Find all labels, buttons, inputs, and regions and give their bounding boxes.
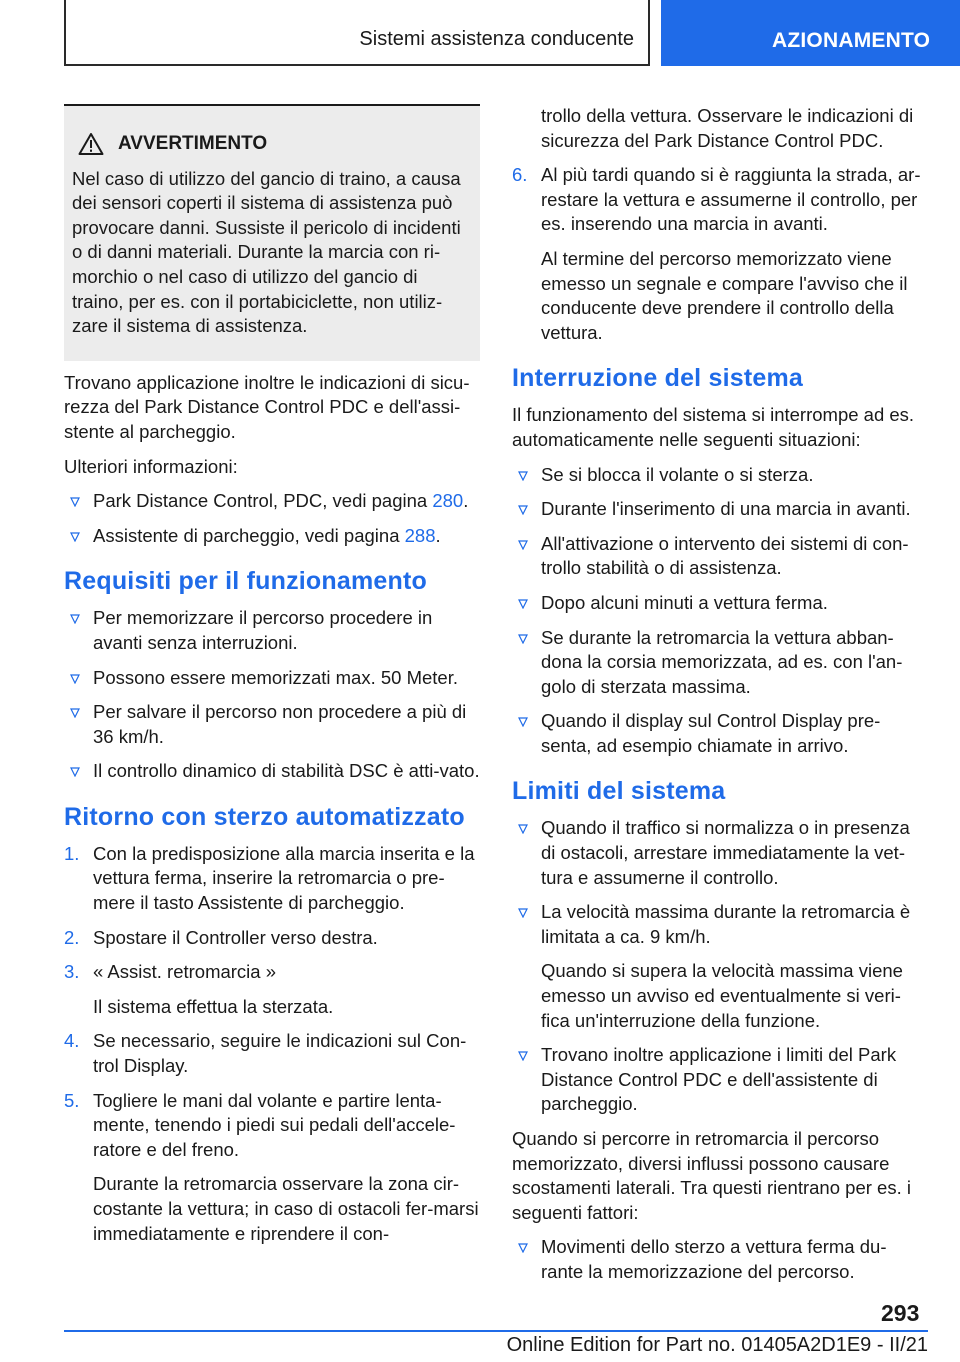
paragraph-safety: Trovano applicazione inoltre le indicazioni di sicu-rezza del Park Distance Control PDC e dell'assi-stente al parcheggio.: [64, 371, 470, 442]
paragraph-deviations: Quando si percorre in retromarcia il percorso memorizzato, diversi influssi possono causare scostamenti laterali. Tra questi rientrano per es. i seguenti fattori:: [512, 1128, 911, 1223]
bullet-triangle-icon: [518, 505, 528, 515]
requirements-list: [64, 606, 480, 784]
step-item: 4. Se necessario, seguire le indicazioni sul Con-trol Display.: [64, 1030, 467, 1077]
footer-edition: Online Edition for Part no. 01405A2D1E9 - II/21: [506, 1334, 928, 1356]
heading-system-interruption: Interruzione del sistema: [512, 364, 803, 393]
paragraph-interruption: Il funzionamento del sistema si interrompe ad es. automaticamente nelle seguenti situazioni:: [512, 404, 915, 450]
step-item: 2. Spostare il Controller verso destra.: [64, 926, 378, 948]
bullet-triangle-icon: [518, 599, 528, 609]
list-item: All'attivazione o intervento dei sistemi di con-trollo stabilità o di assistenza.: [512, 532, 928, 581]
page-link-288[interactable]: 288: [404, 524, 436, 546]
right-column: [512, 104, 928, 1295]
bullet-triangle-icon: [518, 634, 528, 644]
step-item: 6. Al più tardi quando si è raggiunta la strada, ar-restare la vettura e assumerne il controllo, per es. inserendo una marcia in avanti. Al termine del percorso memorizzato viene emesso un segnale e compare l'avviso che il conducente deve prendere il controllo della vettura.: [512, 164, 921, 343]
step-item: 1. Con la predisposizione alla marcia inserita e la vettura ferma, inserire la retromarcia o pre-mere il tasto Assistente di parcheggio.: [64, 842, 475, 914]
warning-title: AVVERTIMENTO: [118, 133, 268, 154]
step-item: 3. « Assist. retromarcia » Il sistema effettua la sterzata.: [64, 961, 334, 1017]
list-item: Se si blocca il volante o si sterza.: [512, 463, 928, 488]
bullet-triangle-icon: [70, 614, 80, 624]
list-item: Durante l'inserimento di una marcia in avanti.: [512, 497, 928, 522]
header-chapter-tab[interactable]: AZIONAMENTO: [661, 0, 960, 66]
bullet-triangle-icon: [518, 540, 528, 550]
list-item: Movimenti dello sterzo a vettura ferma du-rante la memorizzazione del percorso.: [512, 1235, 928, 1284]
list-item: Park Distance Control, PDC, vedi pagina 280.: [64, 489, 480, 514]
reference-list: [64, 489, 480, 548]
bullet-triangle-icon: [518, 1243, 528, 1253]
step-continuation: trollo della vettura. Osservare le indicazioni di sicurezza del Park Distance Control PDC.: [541, 105, 914, 151]
list-item: Per memorizzare il percorso procedere in avanti senza interruzioni.: [64, 606, 480, 655]
bullet-triangle-icon: [518, 908, 528, 918]
steps-list: [64, 842, 480, 1246]
bullet-triangle-icon: [70, 708, 80, 718]
list-item: Il controllo dinamico di stabilità DSC è atti-vato.: [64, 759, 480, 784]
heading-system-limits: Limiti del sistema: [512, 777, 726, 806]
list-item: Per salvare il percorso non procedere a più di 36 km/h.: [64, 700, 480, 749]
list-item: Trovano inoltre applicazione i limiti del Park Distance Control PDC e dell'assistente di parcheggio.: [512, 1043, 928, 1117]
bullet-triangle-icon: [70, 674, 80, 684]
bullet-triangle-icon: [70, 767, 80, 777]
heading-requirements: Requisiti per il funzionamento: [64, 567, 427, 596]
interruption-list: [512, 463, 928, 759]
heading-automated-return: Ritorno con sterzo automatizzato: [64, 802, 465, 831]
list-item: Se durante la retromarcia la vettura abban-dona la corsia memorizzata, ad es. con l'an-golo di sterzata massima.: [512, 626, 928, 700]
list-item: La velocità massima durante la retromarcia è limitata a ca. 9 km/h. Quando si supera la velocità massima viene emesso un avviso ed eventualmente si veri-fica un'interruzione della funzione.: [512, 900, 928, 1033]
page-number: 293: [881, 1300, 920, 1326]
limits-list: [512, 816, 928, 1117]
steps-list-continued: [512, 163, 928, 345]
bullet-triangle-icon: [518, 471, 528, 481]
warning-triangle-icon: [78, 132, 104, 156]
factors-list: [512, 1235, 928, 1284]
paragraph-more-info: Ulteriori informazioni:: [64, 455, 238, 477]
warning-text: Nel caso di utilizzo del gancio di traino, a causa dei sensori coperti il sistema di assistenza può provocare danni. Sussiste il pericolo di incidenti o di danni materiali. Durante la marcia con ri-morchio o nel caso di utilizzo del gancio di traino, per es. con il portabiciclette, non utiliz-zare il sistema di assistenza.: [72, 167, 461, 337]
bullet-triangle-icon: [518, 717, 528, 727]
list-item: Quando il traffico si normalizza o in presenza di ostacoli, arrestare immediatamente la vet-tura e assumerne il controllo.: [512, 816, 928, 890]
warning-box: [64, 104, 480, 361]
list-item: Dopo alcuni minuti a vettura ferma.: [512, 591, 928, 616]
warning-title-row: [72, 132, 470, 157]
list-item: Quando il display sul Control Display pre-senta, ad esempio chiamate in arrivo.: [512, 709, 928, 758]
list-item: Possono essere memorizzati max. 50 Meter.: [64, 666, 480, 691]
list-item: Assistente di parcheggio, vedi pagina 288.: [64, 524, 480, 549]
footer-divider: [64, 1330, 928, 1332]
page-link-280[interactable]: 280: [432, 490, 464, 512]
header-section-box: [64, 0, 650, 66]
bullet-triangle-icon: [70, 497, 80, 507]
bullet-triangle-icon: [518, 1051, 528, 1061]
header-section-title: Sistemi assistenza conducente: [359, 28, 634, 50]
left-column: [64, 104, 480, 1256]
bullet-triangle-icon: [70, 532, 80, 542]
step-item: 5. Togliere le mani dal volante e partire lenta-mente, tenendo i piedi sui pedali dell'accele-ratore e del freno. Durante la retromarcia osservare la zona cir-costante la vettura; in caso di ostacoli fer-marsi immediatamente e riprendere il con-: [64, 1089, 479, 1244]
bullet-triangle-icon: [518, 824, 528, 834]
